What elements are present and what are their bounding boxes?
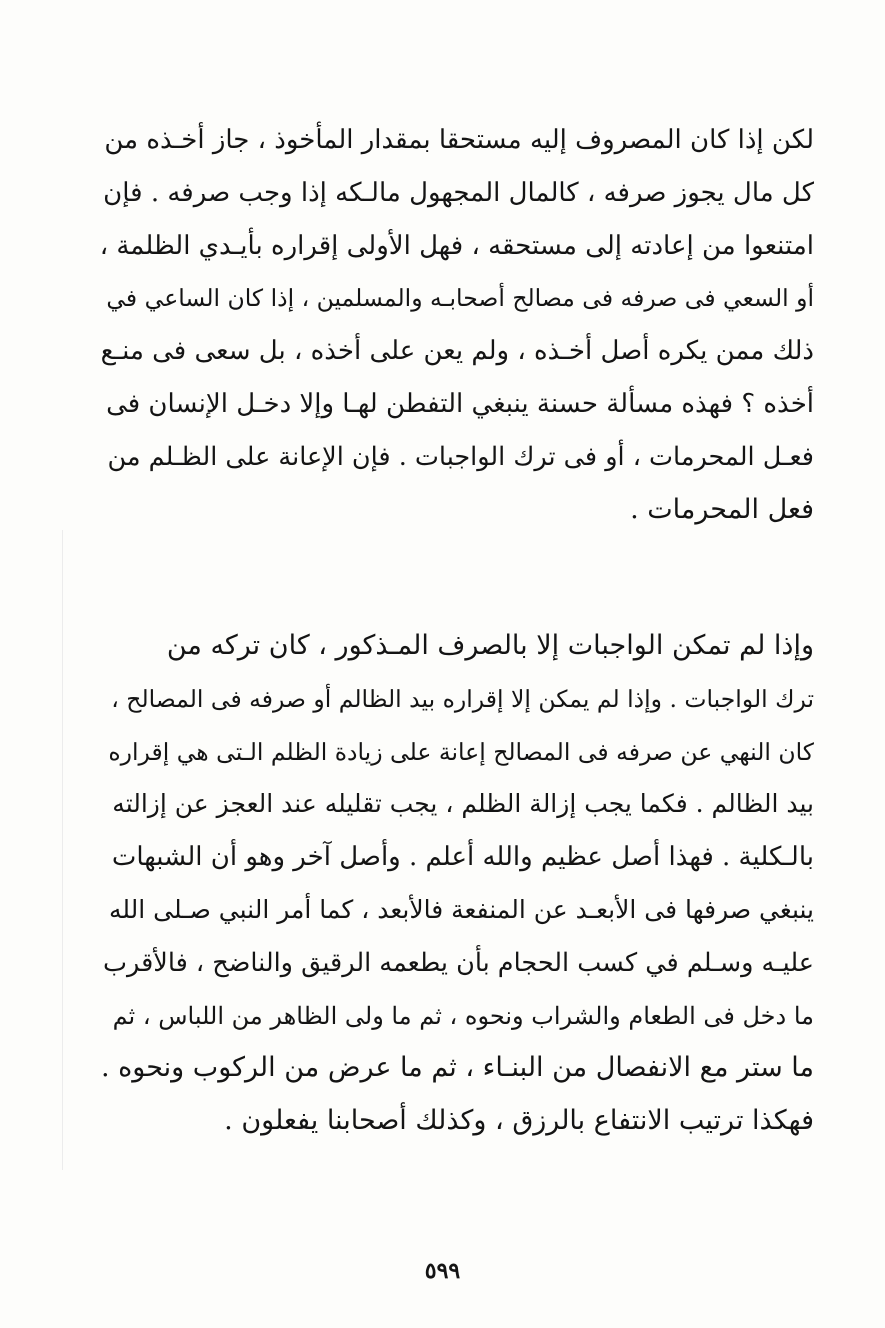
text-line: أخذه ؟ فهذه مسألة حسنة ينبغي التفطن لهـا وإلا دخـل الإنسان فى: [106, 388, 814, 419]
text-line: فعـل المحرمات ، أو فى ترك الواجبات . فإن الإعانة على الظـلم من: [107, 441, 814, 472]
text-line: فهكذا ترتيب الانتفاع بالرزق ، وكذلك أصحابنا يفعلون .: [224, 1105, 814, 1137]
text-line: ذلك ممن يكره أصل أخـذه ، ولم يعن على أخذه ، بل سعى فى منـع: [100, 336, 814, 367]
text-line: بالـكلية . فهذا أصل عظيم والله أعلم . وأصل آخر وهو أن الشبهات: [111, 842, 814, 873]
text-line: بيد الظالم . فكما يجب إزالة الظلم ، يجب تقليله عند العجز عن إزالته: [112, 789, 814, 819]
paragraph-1: [100, 114, 814, 536]
text-line: وإذا لم تمكن الواجبات إلا بالصرف المـذكور ، كان تركه من: [166, 630, 814, 661]
text-line: ما دخل فى الطعام والشراب ونحوه ، ثم ما ولى الظاهر من اللباس ، ثم: [112, 1001, 814, 1030]
paragraph-2: [100, 620, 814, 1148]
margin-rule: [62, 530, 63, 1170]
text-line: ينبغي صرفها فى الأبعـد عن المنفعة فالأبعد ، كما أمر النبي صـلى الله: [108, 894, 814, 924]
text-line: كان النهي عن صرفه فى المصالح إعانة على زيادة الظلم الـتى هي إقراره: [108, 737, 814, 766]
text-line: أو السعي فى صرفه فى مصالح أصحابـه والمسلمين ، إذا كان الساعي في: [106, 284, 814, 313]
page-number: ٥٩٩: [424, 1258, 461, 1284]
text-line: لكن إذا كان المصروف إليه مستحقا بمقدار المأخوذ ، جاز أخـذه من: [104, 125, 814, 155]
text-line: فعل المحرمات .: [630, 493, 814, 525]
text-line: كل مال يجوز صرفه ، كالمال المجهول مالـكه إذا وجب صرفه . فإن: [103, 177, 814, 208]
text-line: ترك الواجبات . وإذا لم يمكن إلا إقراره بيد الظالم أو صرفه فى المصالح ،: [111, 684, 814, 713]
text-line: عليـه وسـلم في كسب الحجام بأن يطعمه الرقيق والناضح ، فالأقرب: [103, 947, 814, 978]
text-line: امتنعوا من إعادته إلى مستحقه ، فهل الأولى إقراره بأيـدي الظلمة ،: [100, 230, 814, 261]
text-line: ما ستر مع الانفصال من البنـاء ، ثم ما عرض من الركوب ونحوه .: [100, 1052, 814, 1084]
